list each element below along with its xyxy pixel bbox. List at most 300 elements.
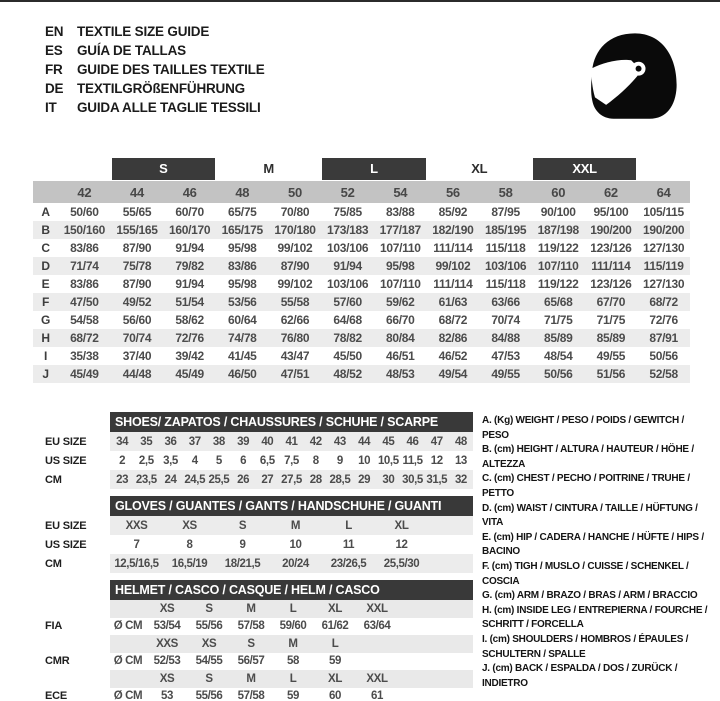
measurement-cell: 83/86	[70, 277, 99, 291]
row-label: EU SIZE	[45, 435, 87, 448]
measurement-cell: 47/50	[58, 293, 111, 311]
value-cell: 58	[287, 655, 299, 668]
measurement-cell: 46/51	[386, 349, 415, 363]
numeric-size-row	[33, 181, 690, 203]
measurement-cell: 50/56	[532, 365, 585, 383]
value-cell: L	[345, 519, 352, 532]
row-label: CM	[45, 473, 62, 486]
helmet-icon	[582, 28, 684, 126]
value-cell: XXS	[156, 637, 178, 650]
legend-item: E. (cm) HIP / CADERA / HANCHE / HÜFTE / HIPS / BACINO	[482, 531, 704, 558]
guide-title: TEXTILE SIZE GUIDE	[77, 24, 210, 39]
measurement-cell: 70/74	[491, 313, 520, 327]
measurement-row-label: H	[33, 329, 58, 347]
value-cell: 2,5	[138, 454, 154, 467]
row-eu-size	[45, 516, 473, 535]
value-cell: 9	[239, 538, 246, 551]
row-fia	[45, 618, 473, 636]
legend-item: G. (cm) ARM / BRAZO / BRAS / ARM / BRACCIO	[482, 590, 698, 602]
value-cell: 12,5/16,5	[114, 557, 159, 570]
legend-item: B. (cm) HEIGHT / ALTURA / HAUTEUR / HÖHE / ALTEZZA	[482, 444, 694, 470]
value-cell: 59	[329, 655, 341, 668]
measurement-cell: 82/86	[427, 329, 480, 347]
value-cell: 10	[358, 454, 371, 467]
value-cell: XXL	[366, 602, 388, 615]
measurement-row-label: C	[41, 241, 50, 255]
row-ece	[45, 688, 473, 701]
value-cell: 20/24	[282, 557, 309, 570]
measurement-cell: 185/195	[479, 221, 532, 239]
size-group-empty	[33, 157, 111, 181]
measurement-row-label: J	[33, 365, 58, 383]
language-title-row	[45, 98, 265, 117]
value-cell: 28,5	[329, 473, 351, 486]
guide-title: GUIDA ALLE TAGLIE TESSILI	[77, 100, 261, 115]
measurement-cell: 50/60	[70, 205, 99, 219]
row-cells	[110, 653, 473, 671]
value-cell: 63/64	[363, 620, 391, 633]
value-cell: L	[289, 602, 297, 615]
unit-cell: Ø CM	[113, 690, 143, 701]
measurement-cell: 85/92	[438, 205, 468, 219]
measurement-cell: 37/40	[122, 349, 152, 363]
size-group-empty	[637, 157, 690, 181]
measurement-cell: 90/100	[540, 205, 576, 219]
value-cell: 8	[312, 454, 319, 467]
value-cell: 52/53	[153, 655, 181, 668]
measurement-cell: 95/98	[228, 277, 257, 291]
measurement-cell: 107/110	[379, 241, 421, 255]
measurement-row-f	[33, 293, 690, 311]
measurement-cell: 115/119	[637, 257, 690, 275]
measurement-cell: 187/198	[532, 221, 585, 239]
measurement-cell: 50/56	[649, 349, 678, 363]
size-header-cell: 62	[585, 181, 638, 203]
value-cell: 59	[287, 690, 299, 701]
measurement-cell: 65/68	[532, 293, 585, 311]
measurement-cell: 79/82	[163, 257, 216, 275]
value-cell: 40	[261, 435, 274, 448]
value-cell: XL	[328, 672, 342, 685]
value-cell: 29	[358, 473, 371, 486]
value-cell: XL	[394, 519, 409, 532]
measurement-cell: 49/54	[427, 365, 480, 383]
value-cell: 13	[454, 454, 467, 467]
language-code: ES	[45, 43, 63, 58]
small-table-title: HELMET / CASCO / CASQUE / HELM / CASCO	[110, 580, 473, 600]
value-cell: 23/26,5	[330, 557, 367, 570]
value-cell: 56/57	[237, 655, 265, 668]
row-cells	[110, 688, 473, 701]
value-cell: 9	[336, 454, 343, 467]
size-group-xl	[427, 157, 532, 181]
measurement-row-label: E	[41, 277, 50, 291]
measurement-cell: 39/42	[175, 349, 204, 363]
helmet-size-table	[45, 580, 473, 701]
size-header-cell: 58	[479, 181, 532, 203]
row-size-header	[45, 635, 473, 653]
value-cell: 48	[454, 435, 467, 448]
measurement-cell: 55/58	[269, 293, 322, 311]
measurement-row-e	[33, 275, 690, 293]
language-title-row	[45, 41, 265, 60]
measurement-row-a	[33, 203, 690, 221]
row-cm	[45, 554, 473, 573]
measurement-cell: 76/80	[269, 329, 322, 347]
measurement-cell: 62/66	[280, 313, 310, 327]
language-code: IT	[45, 100, 57, 115]
value-cell: 8	[186, 538, 193, 551]
measurement-cell: 115/118	[485, 277, 526, 291]
measurement-cell: 170/180	[269, 221, 322, 239]
value-cell: 24	[164, 473, 177, 486]
measurement-cell: 75/85	[333, 205, 362, 219]
value-cell: 7	[133, 538, 140, 551]
measurement-cell: 87/90	[122, 241, 152, 255]
measurement-legend	[473, 412, 720, 701]
row-us-size	[45, 535, 473, 554]
size-group-row	[33, 157, 690, 181]
measurement-cell: 105/115	[643, 205, 684, 219]
row-label: EU SIZE	[45, 519, 87, 532]
measurement-row-g	[33, 311, 690, 329]
row-cells	[110, 600, 473, 618]
unit-cell: Ø CM	[113, 620, 143, 633]
value-cell: 41	[285, 435, 298, 448]
size-header-cell: 54	[374, 181, 427, 203]
value-cell: 30,5	[402, 473, 423, 486]
row-size-header	[45, 670, 473, 688]
measurement-cell: 119/122	[537, 241, 579, 255]
size-header-cell: 52	[321, 181, 374, 203]
value-cell: 53	[161, 690, 173, 701]
value-cell: 27,5	[281, 473, 302, 486]
measurement-cell: 111/114	[433, 241, 473, 255]
unit-cell: Ø CM	[113, 655, 143, 668]
value-cell: 36	[164, 435, 177, 448]
size-group-label: L	[322, 158, 425, 180]
size-row-spacer	[33, 181, 58, 203]
measurement-row-label: G	[40, 313, 51, 327]
measurement-cell: 87/95	[491, 205, 520, 219]
value-cell: M	[290, 519, 301, 532]
value-cell: 24,5	[184, 473, 206, 486]
row-label: CMR	[45, 655, 70, 668]
value-cell: 12	[430, 454, 443, 467]
row-label: US SIZE	[45, 454, 87, 467]
row-label: FIA	[45, 620, 63, 633]
value-cell: 6,5	[259, 454, 275, 467]
small-table-title: GLOVES / GUANTES / GANTS / HANDSCHUHE / GUANTI	[110, 496, 473, 516]
size-group-l	[321, 157, 426, 181]
row-cells	[110, 432, 473, 451]
row-label: ECE	[45, 690, 68, 701]
measurement-cell: 119/122	[537, 277, 579, 291]
value-cell: 27	[261, 473, 274, 486]
measurement-cell: 67/70	[585, 293, 638, 311]
measurement-cell: 160/170	[163, 221, 216, 239]
measurement-cell: 49/55	[479, 365, 532, 383]
textile-size-table	[33, 157, 690, 383]
measurement-cell: 99/102	[277, 277, 313, 291]
row-size-header	[45, 600, 473, 618]
value-cell: 59/60	[279, 620, 307, 633]
measurement-cell: 47/51	[269, 365, 322, 383]
legend-item: I. (cm) SHOULDERS / HOMBROS / ÉPAULES / SCHULTERN / SPALLE	[482, 633, 689, 660]
measurement-cell: 173/183	[321, 221, 374, 239]
value-cell: S	[205, 602, 213, 615]
measurement-cell: 111/114	[585, 257, 638, 275]
shoes-size-table	[45, 412, 473, 489]
measurement-cell: 127/130	[642, 277, 685, 291]
row-us-size	[45, 451, 473, 470]
small-table-header-row	[45, 496, 473, 516]
measurement-cell: 123/126	[590, 241, 632, 255]
row-label: US SIZE	[45, 538, 87, 551]
measurement-cell: 87/90	[122, 277, 152, 291]
value-cell: 37	[188, 435, 201, 448]
measurement-row-label: I	[43, 349, 48, 363]
value-cell: 39	[237, 435, 250, 448]
value-cell: 32	[454, 473, 467, 486]
size-header-cell: 56	[427, 181, 480, 203]
measurement-cell: 80/84	[374, 329, 427, 347]
value-cell: 2	[119, 454, 126, 467]
measurement-cell: 51/54	[163, 293, 216, 311]
value-cell: 23	[116, 473, 129, 486]
value-cell: XL	[328, 602, 342, 615]
measurement-cell: 83/86	[216, 257, 269, 275]
value-cell: 57/58	[237, 690, 265, 701]
value-cell: S	[247, 637, 255, 650]
small-table-header-row	[45, 412, 473, 432]
measurement-cell: 150/160	[58, 221, 111, 239]
value-cell: L	[289, 672, 297, 685]
measurement-cell: 43/47	[280, 349, 310, 363]
measurement-cell: 95/98	[374, 257, 427, 275]
gloves-size-table	[45, 496, 473, 573]
measurement-cell: 115/118	[485, 241, 526, 255]
size-group-label: XXL	[533, 158, 636, 180]
measurement-cell: 61/63	[427, 293, 480, 311]
row-cells	[110, 670, 473, 688]
measurement-row-i	[33, 347, 690, 365]
value-cell: 28	[309, 473, 322, 486]
row-cells	[110, 470, 473, 489]
measurement-cell: 95/98	[228, 241, 257, 255]
value-cell: M	[288, 637, 298, 650]
measurement-cell: 64/68	[333, 313, 362, 327]
measurement-cell: 45/49	[58, 365, 111, 383]
measurement-cell: 63/66	[479, 293, 532, 311]
size-group-xxl	[532, 157, 637, 181]
measurement-cell: 68/72	[637, 293, 690, 311]
row-cm	[45, 470, 473, 489]
value-cell: 42	[309, 435, 322, 448]
measurement-cell: 99/102	[427, 257, 480, 275]
header	[0, 2, 720, 126]
size-header-cell: 46	[163, 181, 216, 203]
measurement-cell: 66/70	[386, 313, 415, 327]
value-cell: S	[205, 672, 213, 685]
measurement-row-d	[33, 257, 690, 275]
value-cell: 35	[140, 435, 153, 448]
value-cell: 16,5/19	[171, 557, 208, 570]
measurement-cell: 91/94	[175, 241, 204, 255]
guide-title: TEXTILGRÖßENFÜHRUNG	[77, 81, 245, 96]
size-group-label: S	[112, 158, 215, 180]
measurement-cell: 78/82	[321, 329, 374, 347]
measurement-cell: 111/114	[433, 277, 473, 291]
measurement-cell: 84/88	[479, 329, 532, 347]
language-code: EN	[45, 24, 64, 39]
size-header-cell: 44	[111, 181, 164, 203]
measurement-cell: 44/48	[111, 365, 164, 383]
value-cell: XS	[159, 672, 175, 685]
measurement-cell: 48/53	[374, 365, 427, 383]
value-cell: XXS	[125, 519, 148, 532]
measurement-row-c	[33, 239, 690, 257]
measurement-cell: 68/72	[58, 329, 111, 347]
measurement-cell: 56/60	[122, 313, 152, 327]
value-cell: L	[331, 637, 339, 650]
value-cell: S	[238, 519, 247, 532]
measurement-cell: 103/106	[479, 257, 532, 275]
value-cell: 45	[382, 435, 395, 448]
language-code: FR	[45, 62, 63, 77]
value-cell: 43	[333, 435, 346, 448]
measurement-cell: 71/75	[543, 313, 573, 327]
value-cell: 57/58	[237, 620, 265, 633]
measurement-cell: 55/65	[122, 205, 152, 219]
value-cell: 31,5	[426, 473, 448, 486]
measurement-cell: 49/52	[111, 293, 164, 311]
value-cell: 25,5/30	[383, 557, 420, 570]
value-cell: 34	[116, 435, 129, 448]
value-cell: M	[246, 602, 256, 615]
measurement-cell: 53/56	[216, 293, 269, 311]
measurement-row-label: B	[33, 221, 58, 239]
size-header-cell: 48	[216, 181, 269, 203]
measurement-cell: 107/110	[532, 257, 585, 275]
value-cell: 46	[406, 435, 419, 448]
measurement-cell: 107/110	[379, 277, 421, 291]
value-cell: 11	[342, 538, 355, 551]
measurement-cell: 182/190	[427, 221, 480, 239]
value-cell: 11,5	[402, 454, 423, 467]
value-cell: 55/56	[195, 690, 223, 701]
measurement-cell: 127/130	[642, 241, 685, 255]
legend-item: H. (cm) INSIDE LEG / ENTREPIERNA / FOURCHE / SCHRITT / FORCELLA	[482, 604, 708, 631]
value-cell: 47	[430, 435, 443, 448]
measurement-cell: 190/200	[585, 221, 638, 239]
value-cell: 12	[395, 538, 408, 551]
measurement-cell: 59/62	[374, 293, 427, 311]
language-title-row	[45, 22, 265, 41]
value-cell: 23,5	[135, 473, 157, 486]
measurement-cell: 45/50	[333, 349, 362, 363]
row-cells	[110, 635, 473, 653]
value-cell: 26	[237, 473, 250, 486]
measurement-cell: 72/76	[649, 313, 678, 327]
value-cell: 54/55	[195, 655, 223, 668]
measurement-row-label: D	[33, 257, 58, 275]
measurement-cell: 85/89	[532, 329, 585, 347]
legend-item: D. (cm) WAIST / CINTURA / TAILLE / HÜFTUNG / VITA	[482, 502, 698, 529]
measurement-cell: 103/106	[326, 277, 369, 291]
measurement-cell: 91/94	[321, 257, 374, 275]
value-cell: 53/54	[153, 620, 181, 633]
measurement-cell: 99/102	[277, 241, 313, 255]
value-cell: 10,5	[377, 454, 399, 467]
row-label: CM	[45, 557, 62, 570]
measurement-cell: 47/53	[491, 349, 520, 363]
value-cell: 61	[371, 690, 383, 701]
measurement-cell: 54/58	[70, 313, 99, 327]
value-cell: XXL	[366, 672, 388, 685]
value-cell: 25,5	[208, 473, 230, 486]
measurement-cell: 48/52	[321, 365, 374, 383]
measurement-cell: 65/75	[228, 205, 257, 219]
row-cells	[110, 516, 473, 535]
measurement-cell: 57/60	[321, 293, 374, 311]
bottom-section	[0, 412, 720, 701]
measurement-cell: 87/90	[269, 257, 322, 275]
measurement-cell: 52/58	[637, 365, 690, 383]
row-cmr	[45, 653, 473, 671]
measurement-cell: 45/49	[163, 365, 216, 383]
measurement-cell: 60/64	[228, 313, 257, 327]
measurement-cell: 165/175	[216, 221, 269, 239]
value-cell: XS	[182, 519, 197, 532]
size-group-m	[216, 157, 321, 181]
value-cell: 60	[329, 690, 341, 701]
language-code: DE	[45, 81, 64, 96]
value-cell: 38	[212, 435, 225, 448]
value-cell: 30	[382, 473, 395, 486]
measurement-row-j	[33, 365, 690, 383]
row-cells	[110, 618, 473, 636]
value-cell: 10	[289, 538, 302, 551]
measurement-cell: 155/165	[111, 221, 164, 239]
measurement-cell: 68/72	[438, 313, 468, 327]
measurement-cell: 177/187	[374, 221, 427, 239]
measurement-cell: 85/89	[585, 329, 638, 347]
guide-title: GUIDE DES TAILLES TEXTILE	[77, 62, 265, 77]
measurement-cell: 103/106	[326, 241, 369, 255]
legend-item: A. (Kg) WEIGHT / PESO / POIDS / GEWITCH / PESO	[482, 415, 684, 441]
value-cell: 44	[358, 435, 371, 448]
measurement-cell: 87/91	[637, 329, 690, 347]
language-title-list	[45, 22, 265, 126]
measurement-row-b	[33, 221, 690, 239]
language-title-row	[45, 60, 265, 79]
legend-item: F. (cm) TIGH / MUSLO / CUISSE / SCHENKEL / COSCIA	[482, 560, 689, 587]
measurement-cell: 91/94	[175, 277, 204, 291]
value-cell: 61/62	[321, 620, 349, 633]
size-header-cell: 64	[637, 181, 690, 203]
legend-item: J. (cm) BACK / ESPALDA / DOS / ZURÜCK / INDIETRO	[482, 663, 678, 689]
value-cell: 4	[191, 454, 198, 467]
measurement-row-label: F	[33, 293, 58, 311]
measurement-row-label: A	[41, 205, 50, 219]
value-cell: XS	[159, 602, 175, 615]
size-header-cell: 60	[532, 181, 585, 203]
size-group-label: XL	[471, 161, 488, 176]
measurement-cell: 51/56	[585, 365, 638, 383]
measurement-cell: 46/52	[438, 349, 468, 363]
row-cells	[110, 554, 473, 573]
